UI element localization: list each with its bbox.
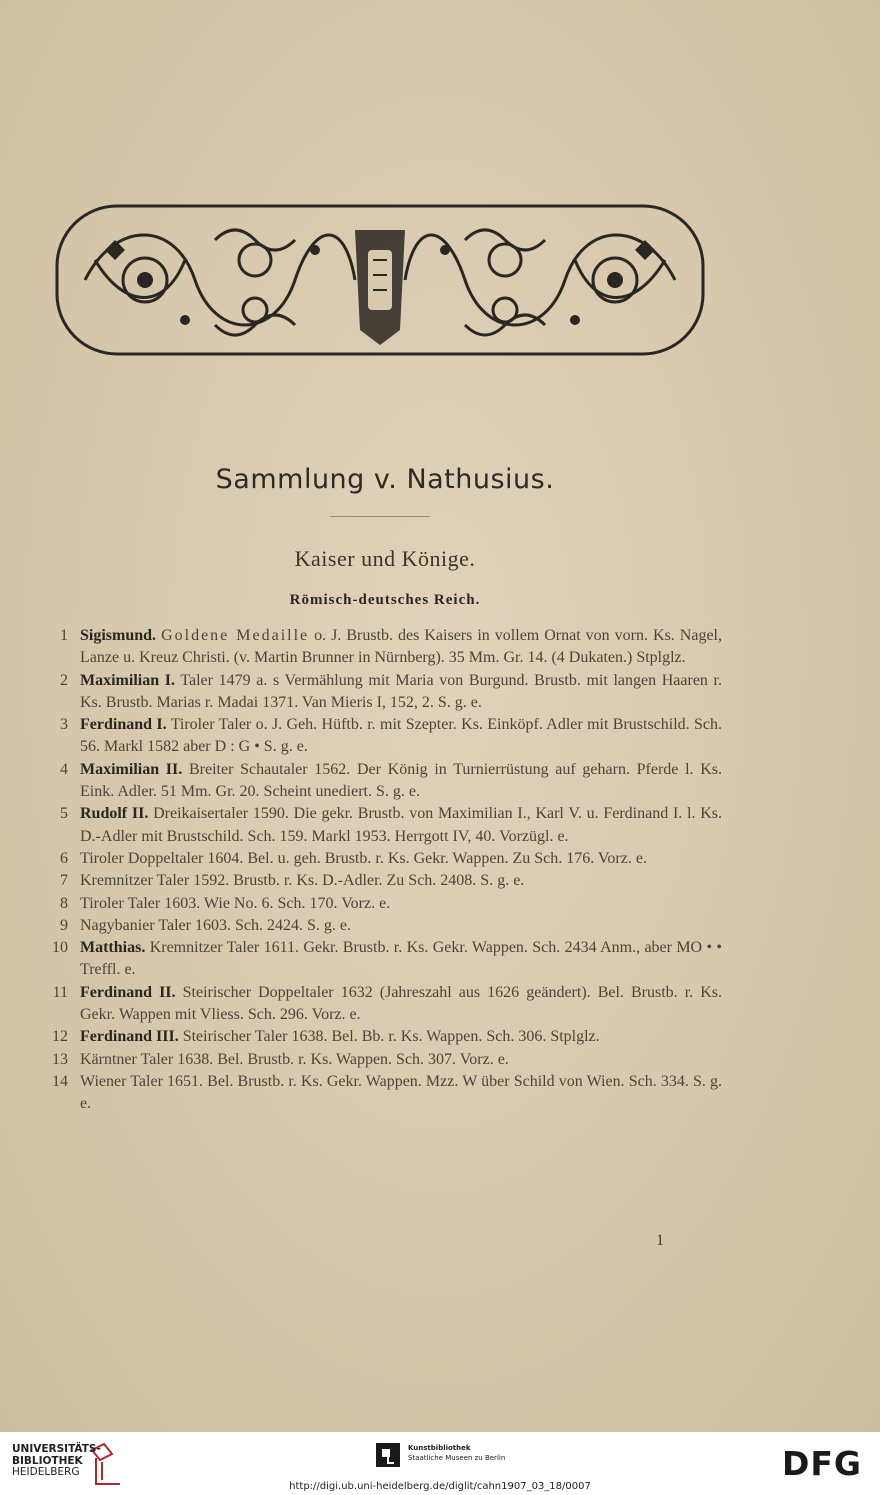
entry-number: 9 [60, 916, 68, 934]
ub-line-3: HEIDELBERG [12, 1466, 80, 1478]
entry-ruler: Ferdinand III. [80, 1028, 179, 1046]
entry-text: Tiroler Taler o. J. Geh. Hüftb. r. mit Szepter. Ks. Einköpf. Adler mit Brustschild. Sch. 56. Markl 1582 aber D : G • S. g. e. [80, 716, 723, 756]
entry-number: 2 [60, 671, 68, 689]
catalog-entry [50, 670, 722, 715]
entry-number: 13 [52, 1050, 68, 1068]
entry-text: Steirischer Taler 1638. Bel. Bb. r. Ks. Wappen. Sch. 306. Stplglz. [182, 1028, 600, 1046]
entry-number: 3 [60, 716, 68, 734]
section-heading: Römisch-deutsches Reich. [289, 592, 481, 608]
dfg-logo: DFG [782, 1444, 863, 1483]
entry-text: Dreikaisertaler 1590. Die gekr. Brustb. von Maximilian I., Karl V. u. Ferdinand I. l. Ks. D.-Adler mit Brustschild. Sch. 159. Markl 1953. Herrgott IV, 40. Vorzügl. e. [80, 805, 722, 845]
entry-ruler: Sigismund. [80, 627, 157, 644]
ub-line-1: UNIVERSITÄTS- [12, 1443, 101, 1455]
entry-number: 6 [60, 849, 68, 867]
entry-text: Taler 1479 a. s Vermählung mit Maria von Burgund. Brustb. mit langen Haaren r. Ks. Brustb. Marias r. Madai 1371. Van Mieris I, 152, 2. S. g. e. [80, 671, 723, 711]
catalog-entry [50, 1026, 722, 1048]
catalog-entry [50, 870, 722, 892]
entry-number: 10 [52, 939, 68, 957]
entry-text: Kremnitzer Taler 1611. Gekr. Brustb. r. Ks. Gekr. Wappen. Sch. 2434 Anm., aber MO • • Treffl. e. [80, 939, 723, 979]
entry-number: 11 [52, 983, 68, 1001]
title-divider [330, 516, 430, 517]
entry-ruler: Rudolf II. [80, 805, 149, 823]
kunstbibliothek-icon [376, 1443, 400, 1467]
catalog-entry [50, 714, 722, 759]
entry-number: 1 [60, 627, 68, 644]
entry-number: 8 [60, 894, 68, 912]
catalog-entry [50, 915, 722, 937]
decorative-ornament-header [55, 200, 705, 360]
entry-ruler: Ferdinand II. [80, 983, 176, 1001]
ub-heidelberg-label [12, 1444, 101, 1479]
entry-number: 12 [52, 1028, 68, 1046]
kb-line-2: Staatliche Museen zu Berlin [408, 1454, 506, 1462]
entry-number: 14 [52, 1072, 68, 1090]
source-url[interactable]: http://digi.ub.uni-heidelberg.de/diglit/cahn1907_03_18/0007 [289, 1481, 591, 1492]
entry-number: 4 [60, 760, 68, 778]
entry-number: 7 [60, 872, 68, 890]
catalog-entry [50, 893, 722, 915]
catalog-entry [50, 848, 722, 870]
entry-ruler: Maximilian I. [80, 671, 175, 689]
entry-text: Tiroler Doppeltaler 1604. Bel. u. geh. Brustb. r. Ks. Gekr. Wappen. Zu Sch. 176. Vorz. e. [80, 849, 647, 867]
catalog-entries [50, 625, 722, 1116]
catalog-entry [50, 625, 722, 670]
catalog-entry [50, 803, 722, 848]
entry-ruler: Ferdinand I. [80, 716, 167, 734]
entry-text: Wiener Taler 1651. Bel. Brustb. r. Ks. Gekr. Wappen. Mzz. W über Schild von Wien. Sch. 334. S. g. e. [80, 1072, 722, 1113]
entry-ruler: Matthias. [80, 939, 146, 957]
ub-line-2: BIBLIOTHEK [12, 1454, 83, 1467]
entry-spaced-text: Goldene Medaille [161, 627, 310, 644]
page-title: Sammlung v. Nathusius. [215, 464, 555, 495]
catalog-entry [50, 1049, 722, 1071]
entry-text: Breiter Schautaler 1562. Der König in Turnierrüstung auf geharn. Pferde l. Ks. Eink. Adler. 51 Mm. Gr. 20. Scheint unediert. S. g. e. [80, 760, 723, 801]
entry-text: Steirischer Doppeltaler 1632 (Jahreszahl aus 1626 geändert). Bel. Brustb. r. Ks. Gekr. Wappen mit Vliess. Sch. 296. Vorz. e. [80, 983, 723, 1024]
entry-text: o. J. Brustb. des Kaisers in vollem Ornat von vorn. Ks. Nagel, Lanze u. Kreuz Christi. (v. Martin Brunner in Nürnberg). 35 Mm. Gr. 14. (4 Dukaten.) Stplglz. [80, 627, 723, 667]
catalog-entry [50, 937, 722, 982]
entry-text: Tiroler Taler 1603. Wie No. 6. Sch. 170. Vorz. e. [80, 894, 391, 912]
catalog-entry [50, 982, 722, 1027]
page-number: 1 [656, 1232, 664, 1249]
kunstbibliothek-label [408, 1443, 505, 1463]
catalog-entry [50, 1071, 722, 1116]
entry-text: Kärntner Taler 1638. Bel. Brustb. r. Ks. Wappen. Sch. 307. Vorz. e. [80, 1050, 509, 1068]
catalog-entry [50, 759, 722, 804]
entry-text: Kremnitzer Taler 1592. Brustb. r. Ks. D.-Adler. Zu Sch. 2408. S. g. e. [80, 872, 525, 890]
subtitle: Kaiser und Könige. [294, 546, 476, 571]
entry-ruler: Maximilian II. [80, 760, 183, 778]
entry-number: 5 [60, 805, 68, 823]
kb-line-1: Kunstbibliothek [408, 1444, 471, 1452]
entry-text: Nagybanier Taler 1603. Sch. 2424. S. g. e. [80, 916, 351, 934]
